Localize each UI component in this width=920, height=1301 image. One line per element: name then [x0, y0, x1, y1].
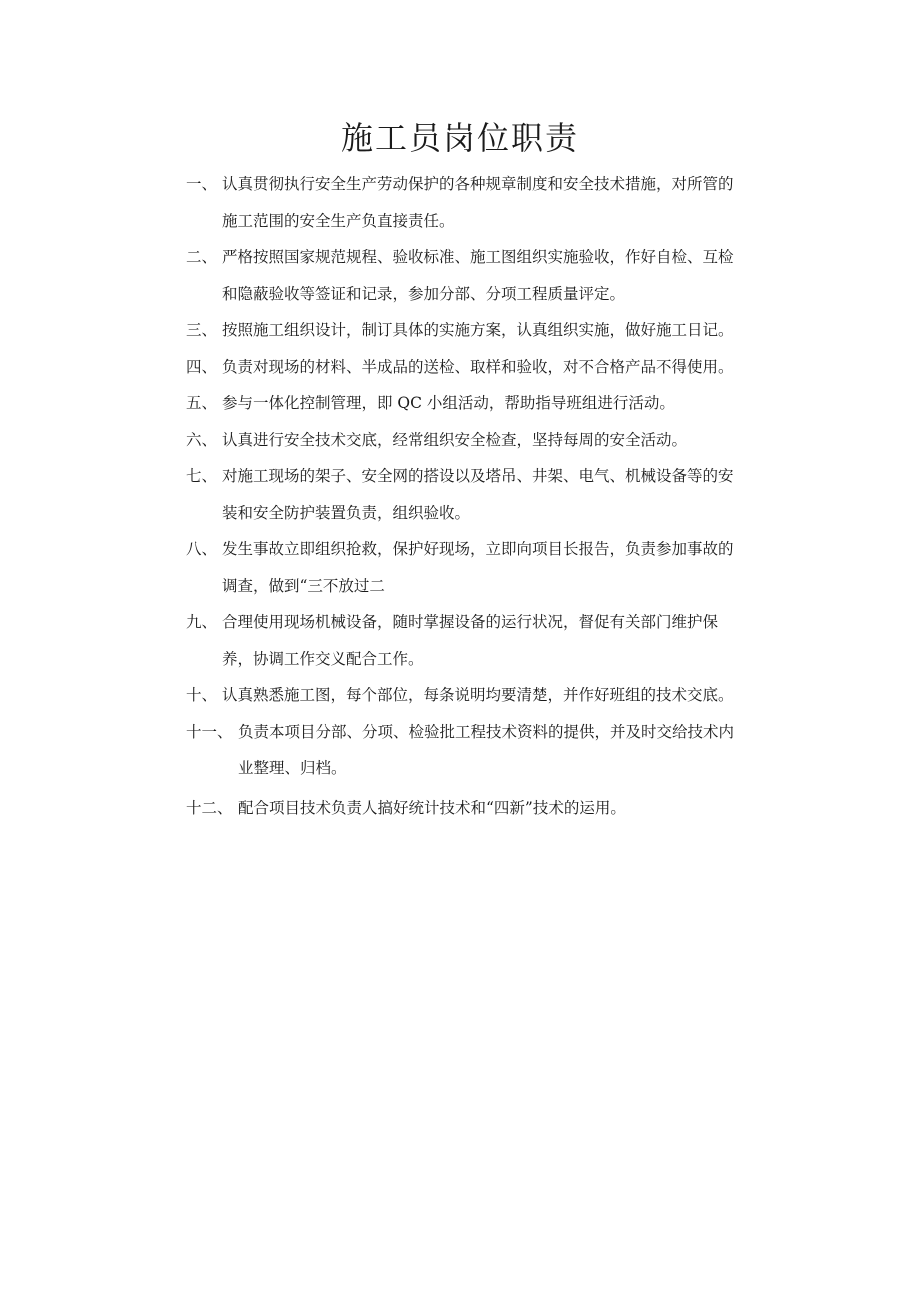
item-line: 和隐蔽验收等签证和记录，参加分部、分项工程质量评定。	[222, 284, 626, 303]
item-number: 三、	[186, 321, 218, 339]
duty-list	[186, 166, 786, 826]
item-text	[186, 790, 786, 827]
item-number: 四、	[186, 357, 218, 376]
item-text	[186, 604, 786, 677]
page-title: 施工员岗位职责	[340, 119, 579, 157]
item-number: 十二、	[186, 798, 233, 817]
item-text	[186, 239, 786, 312]
item-line: 调查，做到“三不放过二	[222, 576, 385, 595]
item-text	[186, 458, 786, 531]
list-item	[186, 458, 786, 531]
item-number: 十、	[186, 686, 218, 704]
item-text	[186, 349, 786, 386]
item-line: 参与一体化控制管理，即 QC 小组活动，帮助指导班组进行活动。	[222, 394, 675, 412]
item-line: 认真熟悉施工图，每个部位，每条说明均要清楚，并作好班组的技术交底。	[222, 686, 734, 704]
item-line: 负责对现场的材料、半成品的送检、取样和验收，对不合格产品不得使用。	[222, 357, 734, 376]
item-line: 按照施工组织设计，制订具体的实施方案，认真组织实施，做好施工日记。	[222, 321, 734, 339]
item-number: 七、	[186, 467, 218, 485]
item-text	[186, 714, 786, 787]
item-line: 认真贯彻执行安全生产劳动保护的各种规章制度和安全技术措施，对所管的	[222, 175, 734, 193]
list-item	[186, 714, 786, 787]
item-line: 施工范围的安全生产负直接责任。	[222, 211, 455, 230]
item-line: 对施工现场的架子、安全网的搭设以及塔吊、井架、电气、机械设备等的安	[222, 467, 734, 485]
list-item	[186, 604, 786, 677]
list-item	[186, 790, 786, 827]
list-item	[186, 422, 786, 459]
item-text	[186, 385, 786, 422]
item-number: 八、	[186, 540, 218, 558]
list-item	[186, 531, 786, 604]
item-line: 负责本项目分部、分项、检验批工程技术资料的提供，并及时交给技术内	[238, 722, 735, 741]
item-number: 一、	[186, 175, 218, 193]
item-number: 六、	[186, 430, 218, 449]
item-line: 业整理、归档。	[238, 759, 347, 777]
item-number: 十一、	[186, 722, 233, 741]
item-line: 养，协调工作交义配合工作。	[222, 649, 424, 668]
list-item	[186, 312, 786, 349]
list-item	[186, 349, 786, 386]
list-item	[186, 239, 786, 312]
item-line: 装和安全防护装置负责，组织验收。	[222, 503, 471, 522]
item-text	[186, 312, 786, 349]
item-line: 认真进行安全技术交底，经常组织安全检查，坚持每周的安全活动。	[222, 430, 688, 449]
item-line: 合理使用现场机械设备，随时掌握设备的运行状况，督促有关部门维护保	[222, 613, 719, 631]
item-line: 发生事故立即组织抢救，保护好现场，立即向项目长报告，负责参加事故的	[222, 540, 734, 558]
list-item	[186, 677, 786, 714]
item-text	[186, 677, 786, 714]
item-text	[186, 422, 786, 459]
item-text	[186, 166, 786, 239]
list-item	[186, 166, 786, 239]
item-line: 严格按照国家规范规程、验收标准、施工图组织实施验收，作好自检、互检	[222, 248, 734, 266]
list-item	[186, 385, 786, 422]
item-text	[186, 531, 786, 604]
item-number: 五、	[186, 394, 218, 412]
item-number: 九、	[186, 613, 218, 631]
item-line: 配合项目技术负责人搞好统计技术和“四新”技术的运用。	[238, 798, 626, 817]
item-number: 二、	[186, 248, 218, 266]
